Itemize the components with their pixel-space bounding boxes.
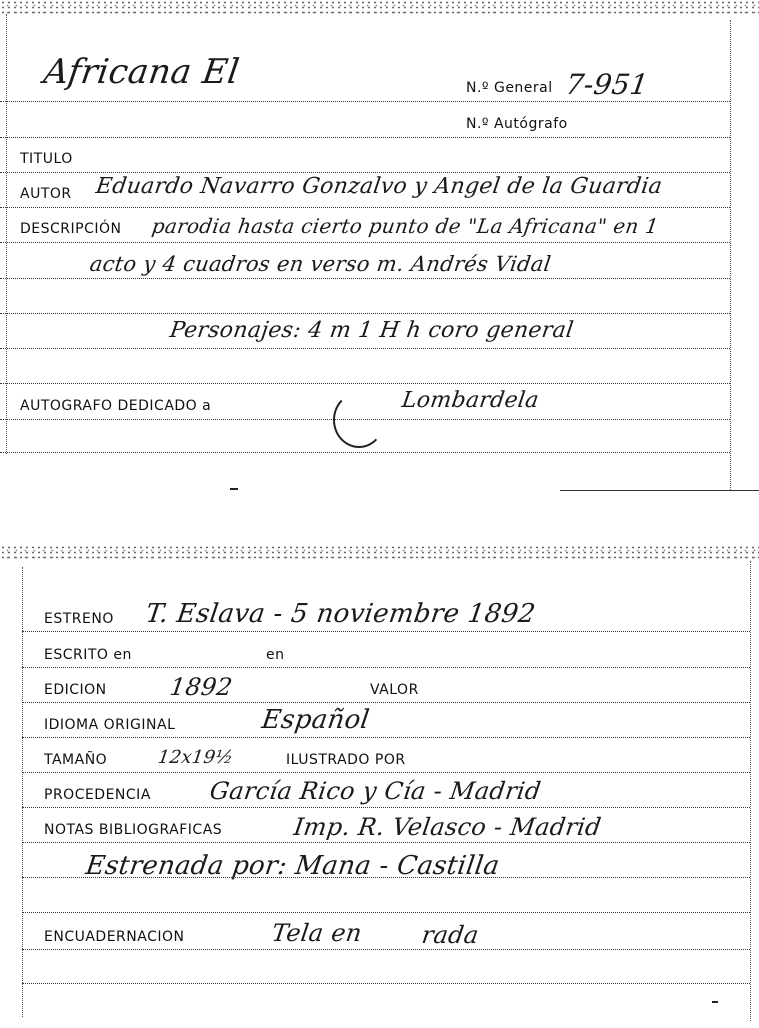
rule-5 [0, 242, 730, 243]
notas-label: NOTAS BIBLIOGRAFICAS [44, 822, 223, 838]
escrito-label: ESCRITO en [44, 647, 132, 663]
rule-4 [0, 207, 730, 208]
edicion-label: EDICION [44, 682, 107, 698]
scan-edge-noise [0, 0, 759, 16]
estreno-value: T. Eslava - 5 noviembre 1892 [143, 599, 538, 629]
card-left-border [6, 14, 7, 454]
catalog-card-bottom [0, 561, 759, 1028]
autor-value: Eduardo Navarro Gonzalvo y Angel de la Guardia [94, 174, 664, 199]
work-title-handwritten: Africana El [41, 52, 242, 92]
encuadernacion-label: ENCUADERNACION [44, 929, 185, 945]
valor-label: VALOR [370, 682, 419, 698]
rule-b11 [22, 983, 750, 984]
rule-b4 [22, 737, 750, 738]
descripcion-label: DESCRIPCIÓN [20, 221, 122, 237]
rule-b10 [22, 949, 750, 950]
rule-b6 [22, 807, 750, 808]
rule-b8 [22, 877, 750, 878]
autografo-dedicado-value: Lombardela [400, 388, 541, 413]
rule-11 [0, 452, 730, 453]
procedencia-value: García Rico y Cía - Madrid [208, 777, 543, 805]
idioma-label: IDIOMA ORIGINAL [44, 717, 176, 733]
catalog-card-top [0, 0, 759, 500]
rule-7 [0, 313, 730, 314]
rule-b1 [22, 631, 750, 632]
escrito-en-label: en [266, 647, 285, 663]
rule-b3 [22, 702, 750, 703]
rule-3 [0, 172, 730, 173]
numero-autografo-label: N.º Autógrafo [466, 116, 568, 132]
tamano-label: TAMAÑO [44, 752, 108, 768]
notas-value: Imp. R. Velasco - Madrid [292, 813, 604, 841]
rule-b7 [22, 842, 750, 843]
rule-6 [0, 278, 730, 279]
rule-1 [0, 101, 730, 102]
descripcion-line-1: parodia hasta cierto punto de "La Africana" en 1 [150, 214, 661, 238]
stamp-mark [333, 392, 385, 448]
card-edge-line [560, 490, 759, 491]
autografo-dedicado-label: AUTOGRAFO DEDICADO a [20, 398, 212, 414]
tamano-value: 12x19½ [156, 747, 235, 768]
card-right-border [730, 20, 731, 490]
encuadernacion-value-2: rada [420, 921, 481, 949]
scan-smudge [230, 488, 238, 490]
personajes-line: Personajes: 4 m 1 H h coro general [168, 318, 576, 343]
rule-b2 [22, 667, 750, 668]
notas-line-2: Estrenada por: Mana - Castilla [83, 851, 502, 881]
card-right-border-2 [750, 561, 751, 1021]
rule-b5 [22, 772, 750, 773]
rule-9 [0, 383, 730, 384]
autor-label: AUTOR [20, 186, 72, 202]
scan-smudge-2 [712, 1001, 718, 1003]
rule-2 [0, 137, 730, 138]
procedencia-label: PROCEDENCIA [44, 787, 151, 803]
encuadernacion-value-1: Tela en [270, 919, 364, 947]
numero-general-value: 7-951 [563, 68, 651, 101]
numero-general-label: N.º General [466, 80, 553, 96]
estreno-label: ESTRENO [44, 611, 114, 627]
edicion-value: 1892 [168, 673, 235, 701]
descripcion-line-2: acto y 4 cuadros en verso m. Andrés Vidal [88, 252, 553, 276]
idioma-value: Español [259, 705, 372, 735]
rule-b9 [22, 912, 750, 913]
rule-8 [0, 348, 730, 349]
ilustrado-label: ILUSTRADO POR [286, 752, 406, 768]
rule-10 [0, 419, 730, 420]
titulo-label: TITULO [20, 151, 73, 167]
scan-edge-noise-2 [0, 545, 759, 561]
